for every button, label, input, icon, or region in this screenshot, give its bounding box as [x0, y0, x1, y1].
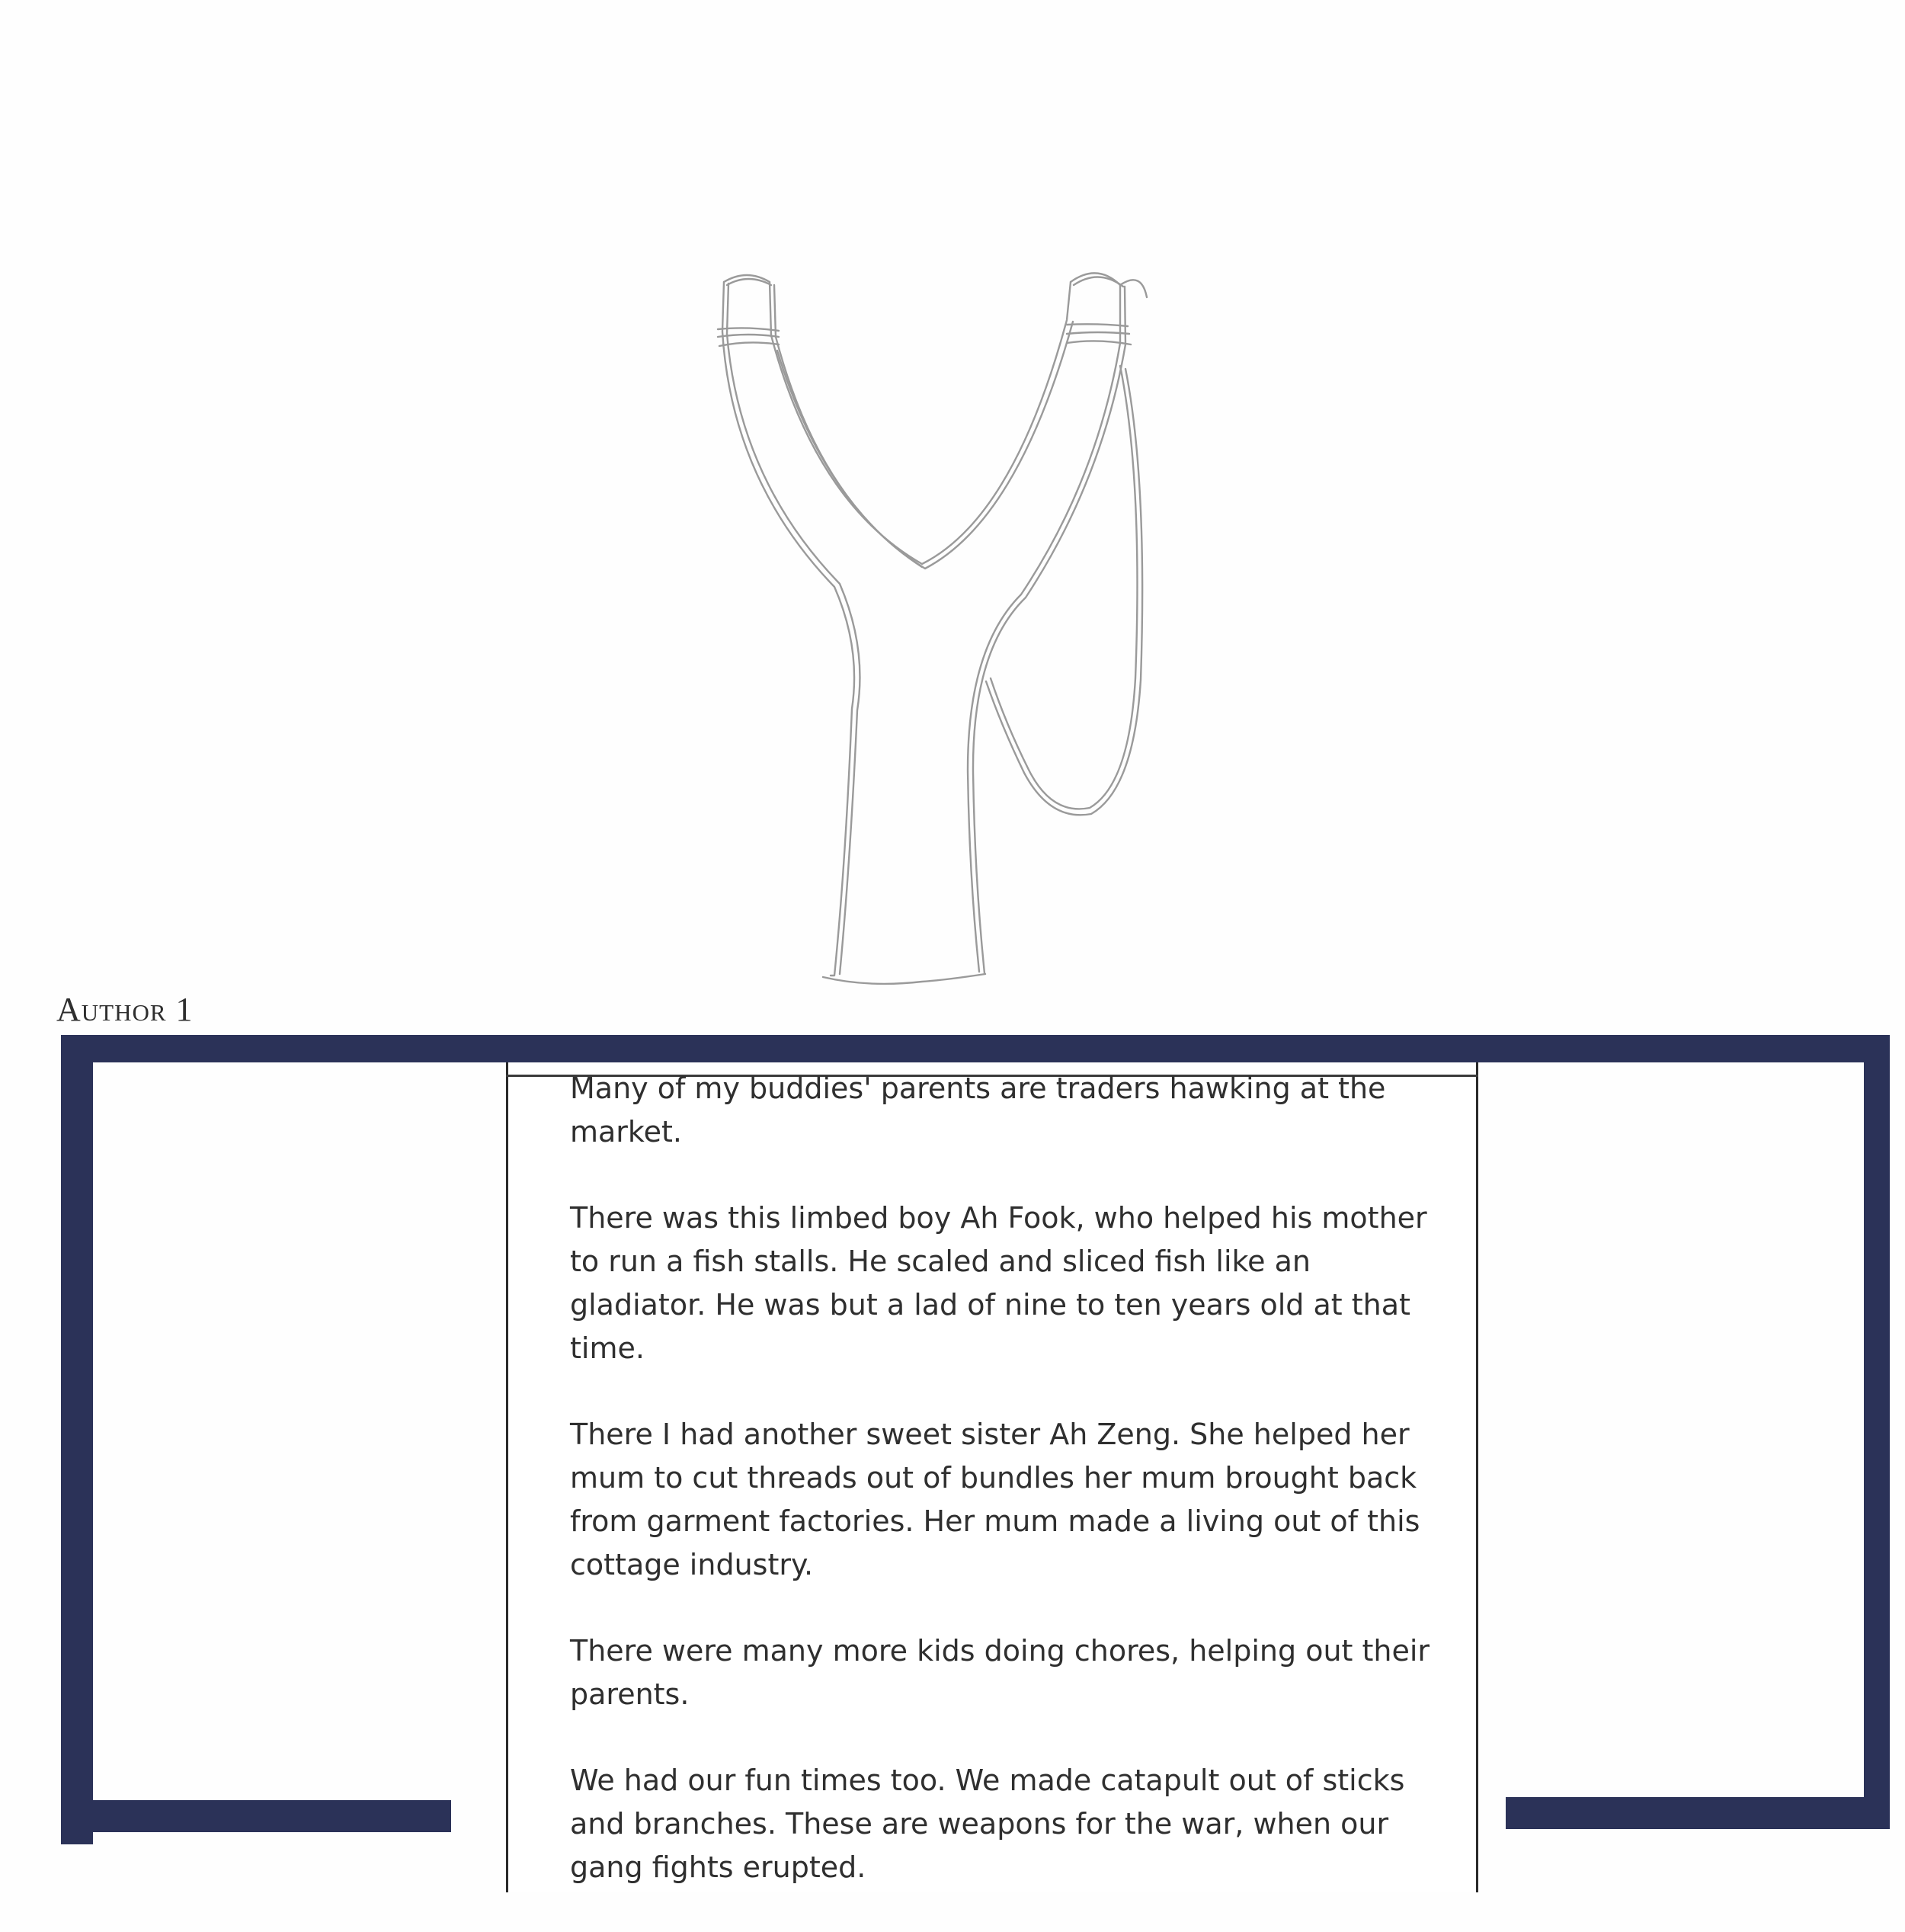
story-paragraph-3: There I had another sweet sister Ah Zeng. She helped her mum to cut threads out of bundles her mum brought back from garment factories. Her mum made a living out of this cottage industry. [570, 1418, 1420, 1581]
story-paragraph-2: There was this limbed boy Ah Fook, who helped his mother to run a fish stalls. He scaled and sliced fish like an gladiator. He was but a lad of nine to ten years old at that time. [570, 1201, 1427, 1365]
author-label: Author 1 [56, 991, 194, 1028]
story-text [570, 1067, 1446, 1932]
story-paragraph-1: Many of my buddies' parents are traders hawking at the market. [570, 1072, 1386, 1149]
frame-top-bar [61, 1035, 1890, 1062]
frame-bottom-left-bar [61, 1800, 451, 1832]
story-paragraph-4: There were many more kids doing chores, helping out their parents. [570, 1634, 1430, 1711]
slingshot-sketch [671, 252, 1219, 998]
frame-bottom-right-bar [1506, 1797, 1890, 1829]
frame-right-bar [1864, 1035, 1890, 1829]
story-paragraph-5: We had our fun times too. We made catapult out of sticks and branches. These are weapons for the war, when our gang fights erupted. [570, 1764, 1405, 1884]
frame-left-bar [61, 1035, 93, 1844]
